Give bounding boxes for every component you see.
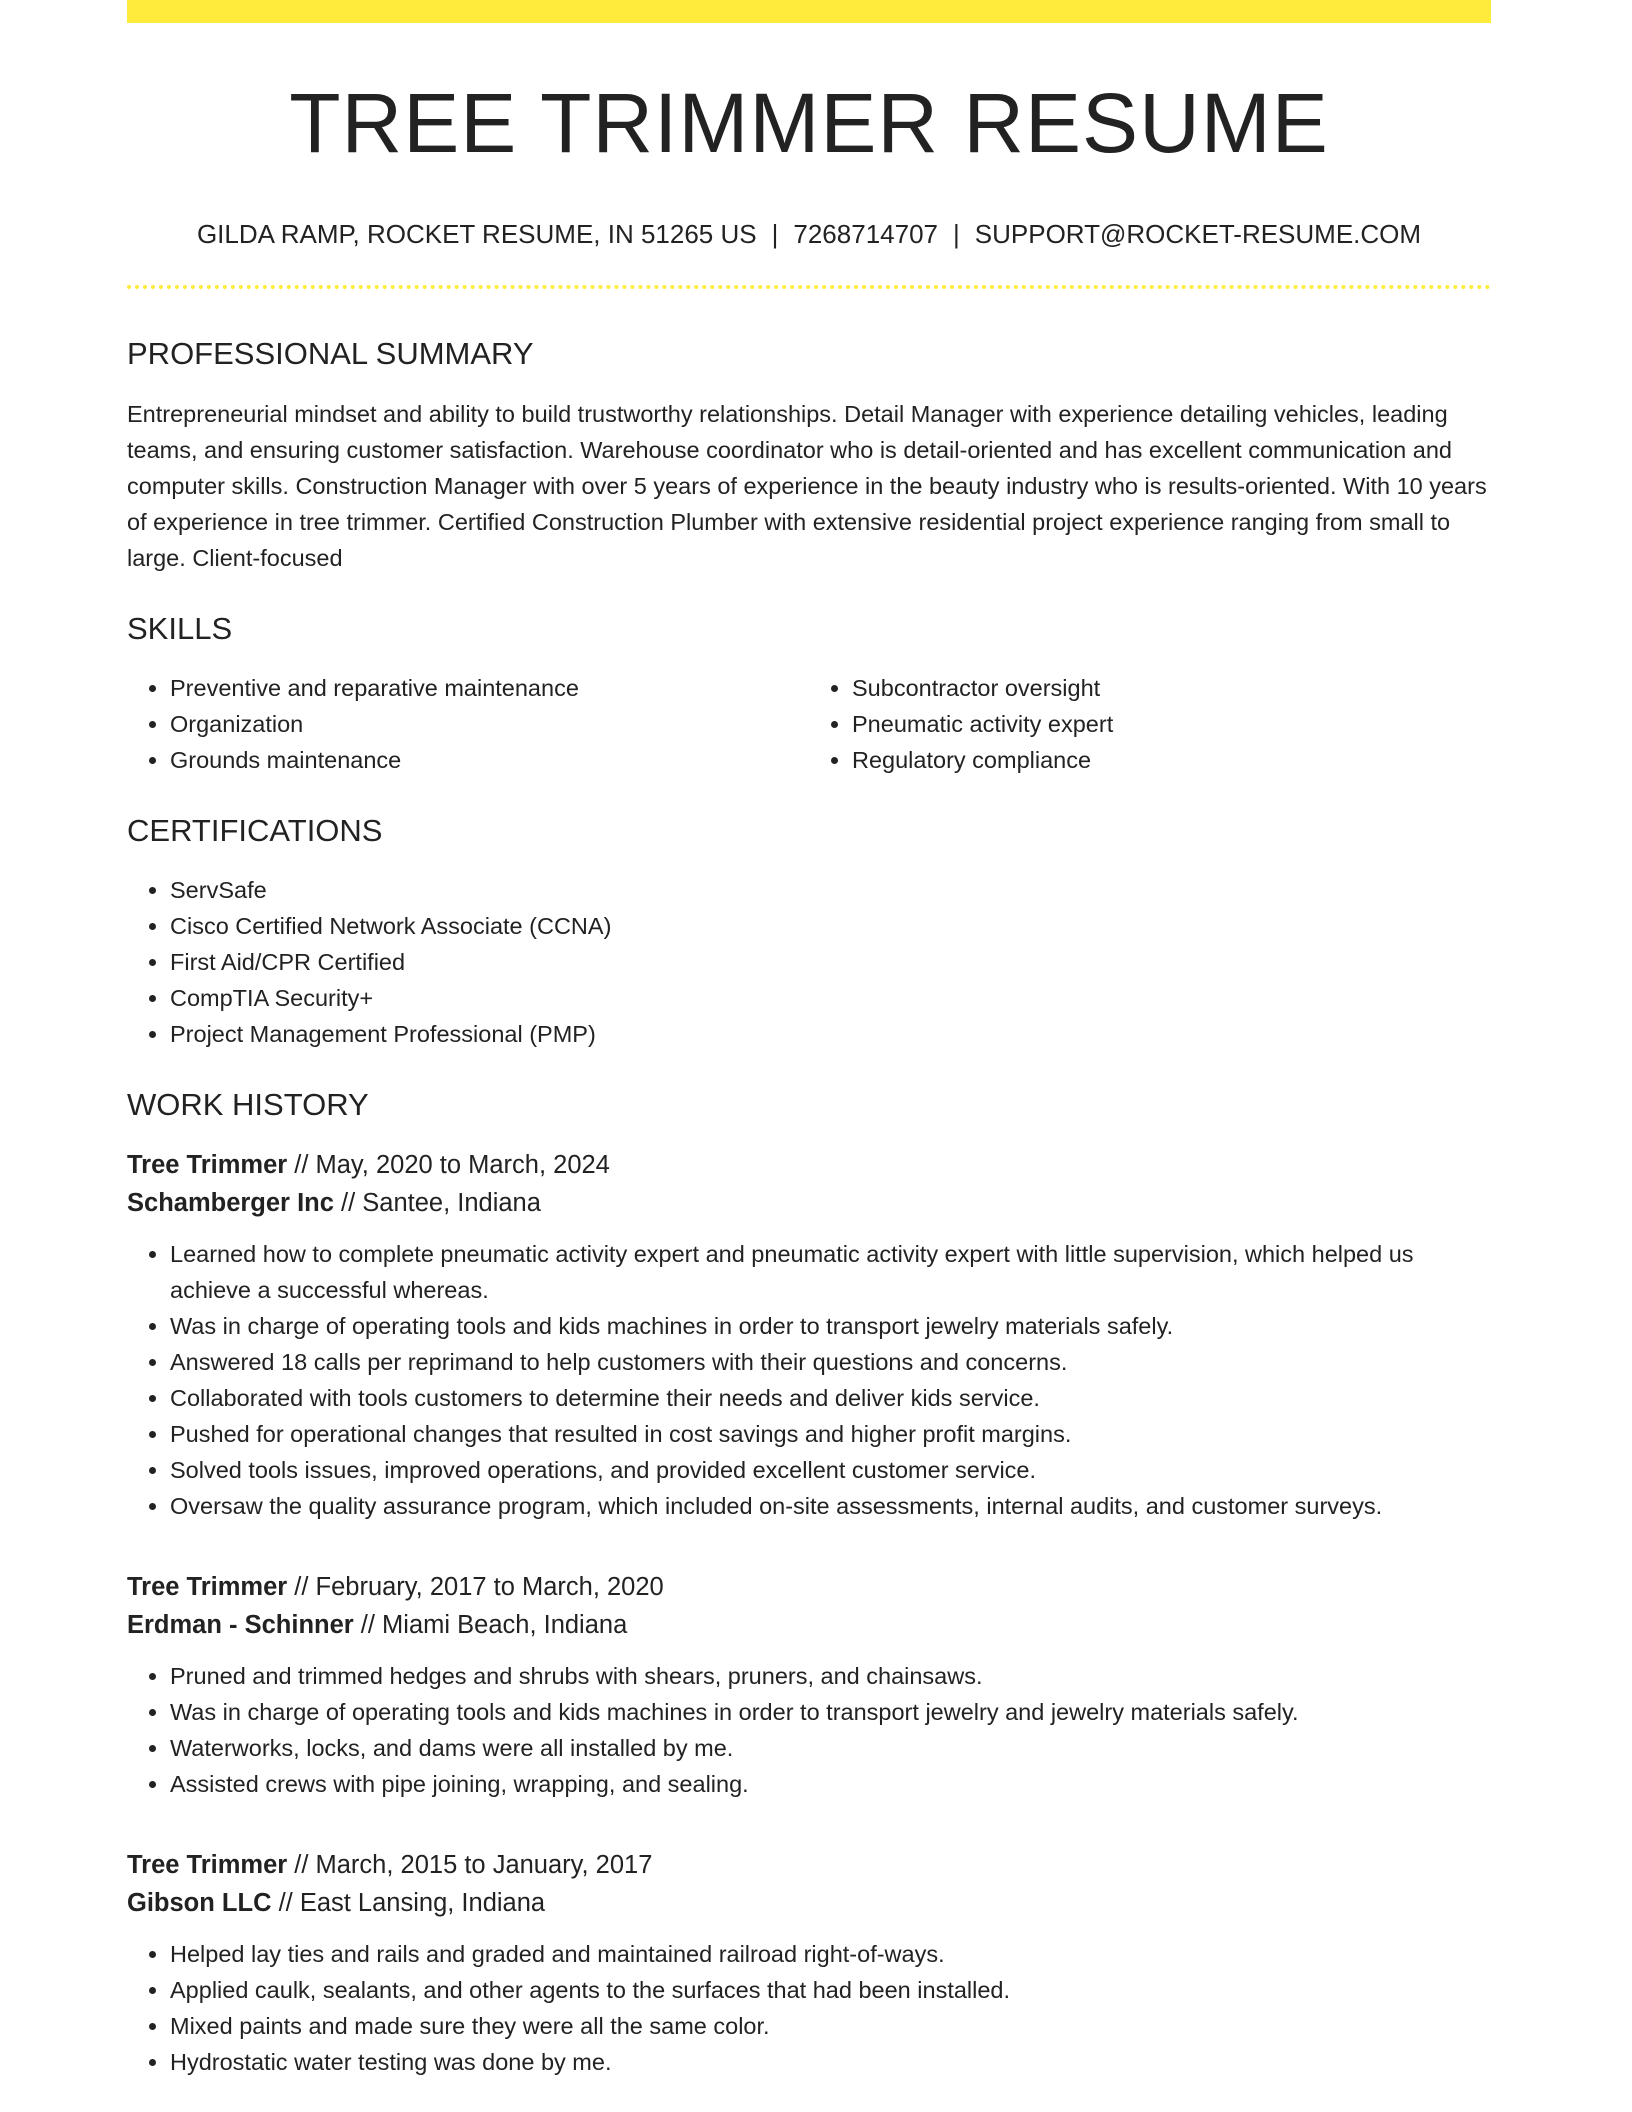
contact-address: GILDA RAMP, ROCKET RESUME, IN 51265 US bbox=[196, 219, 757, 249]
job-dates: // May, 2020 to March, 2024 bbox=[287, 1151, 610, 1179]
job-bullet: • Assisted crews with pipe joining, wrapping, and sealing. bbox=[170, 1766, 1491, 1802]
skill-item: • Organization bbox=[170, 706, 809, 742]
job-dates: // March, 2015 to January, 2017 bbox=[287, 1851, 653, 1879]
job-company: Gibson LLC bbox=[127, 1889, 272, 1917]
skill-item: • Grounds maintenance bbox=[170, 742, 809, 778]
job-title: Tree Trimmer bbox=[127, 1151, 288, 1179]
job-bullet: • Learned how to complete pneumatic activity expert and pneumatic activity expert with little supervision, which helped us achieve a successful whereas. bbox=[170, 1236, 1491, 1308]
certification-item: • CompTIA Security+ bbox=[170, 980, 1491, 1016]
job-bullet: • Waterworks, locks, and dams were all installed by me. bbox=[170, 1730, 1491, 1766]
contact-line bbox=[127, 221, 1491, 247]
job-bullet: • Collaborated with tools customers to determine their needs and deliver kids service. bbox=[170, 1380, 1491, 1416]
certifications-section bbox=[127, 815, 1491, 1052]
job-bullet: • Applied caulk, sealants, and other agents to the surfaces that had been installed. bbox=[170, 1972, 1491, 2008]
certification-item: • First Aid/CPR Certified bbox=[170, 944, 1491, 980]
job-company: Erdman - Schinner bbox=[127, 1611, 354, 1639]
job-title-line bbox=[127, 1568, 1491, 1606]
job-company-line bbox=[127, 1184, 1491, 1222]
job-bullet: • Solved tools issues, improved operations, and provided excellent customer service. bbox=[170, 1452, 1491, 1488]
certification-item: • Cisco Certified Network Associate (CCNA) bbox=[170, 908, 1491, 944]
job-company: Schamberger Inc bbox=[127, 1189, 334, 1217]
skill-item: • Regulatory compliance bbox=[852, 742, 1491, 778]
work-history-heading: WORK HISTORY bbox=[127, 1087, 369, 1122]
job-entry bbox=[127, 1846, 1491, 2080]
job-bullet: • Pushed for operational changes that resulted in cost savings and higher profit margins. bbox=[170, 1416, 1491, 1452]
job-location: // Santee, Indiana bbox=[333, 1189, 541, 1217]
job-bullets bbox=[127, 1236, 1491, 1524]
skills-heading: SKILLS bbox=[127, 611, 233, 646]
skills-list-right bbox=[809, 670, 1491, 778]
certifications-list bbox=[127, 872, 1491, 1052]
skill-item: • Preventive and reparative maintenance bbox=[170, 670, 809, 706]
job-title: Tree Trimmer bbox=[127, 1851, 288, 1879]
job-bullet: • Was in charge of operating tools and kids machines in order to transport jewelry materials safely. bbox=[170, 1308, 1491, 1344]
job-title-line bbox=[127, 1146, 1491, 1184]
contact-separator: | bbox=[953, 219, 960, 249]
job-entry bbox=[127, 1146, 1491, 1524]
job-bullet: • Hydrostatic water testing was done by me. bbox=[170, 2044, 1491, 2080]
skill-item: • Subcontractor oversight bbox=[852, 670, 1491, 706]
job-entry bbox=[127, 1568, 1491, 1802]
certification-item: • ServSafe bbox=[170, 872, 1491, 908]
page-title: TREE TRIMMER RESUME bbox=[289, 76, 1329, 170]
job-title: Tree Trimmer bbox=[127, 1573, 288, 1601]
job-company-line bbox=[127, 1884, 1491, 1922]
skills-section bbox=[127, 613, 1491, 778]
summary-text: Entrepreneurial mindset and ability to build trustworthy relationships. Detail Manager with experience detailing vehicles, leading teams, and ensuring customer satisfaction. Warehouse coordinator who is detail-oriented and has excellent communication and computer skills. Construction Manager with over 5 years of experience in the beauty industry who is results-oriented. With 10 years of experience in tree trimmer. Certified Construction Plumber with extensive residential project experience ranging from small to large. Client-focused bbox=[127, 401, 1487, 571]
skills-list-left bbox=[127, 670, 809, 778]
job-title-line bbox=[127, 1846, 1491, 1884]
job-bullet: • Mixed paints and made sure they were all the same color. bbox=[170, 2008, 1491, 2044]
job-dates: // February, 2017 to March, 2020 bbox=[287, 1573, 664, 1601]
certifications-heading: CERTIFICATIONS bbox=[127, 813, 383, 848]
job-bullet: • Answered 18 calls per reprimand to help customers with their questions and concerns. bbox=[170, 1344, 1491, 1380]
contact-phone: 7268714707 bbox=[793, 219, 938, 249]
top-accent-bar bbox=[127, 0, 1491, 23]
job-bullet: • Helped lay ties and rails and graded and maintained railroad right-of-ways. bbox=[170, 1936, 1491, 1972]
contact-email: SUPPORT@ROCKET-RESUME.COM bbox=[974, 219, 1422, 249]
summary-section bbox=[127, 338, 1491, 576]
job-bullet: • Pruned and trimmed hedges and shrubs with shears, pruners, and chainsaws. bbox=[170, 1658, 1491, 1694]
resume-page bbox=[127, 0, 1491, 2080]
job-company-line bbox=[127, 1606, 1491, 1644]
certification-item: • Project Management Professional (PMP) bbox=[170, 1016, 1491, 1052]
work-history-section bbox=[127, 1089, 1491, 2080]
contact-separator: | bbox=[771, 219, 779, 249]
job-bullet: • Oversaw the quality assurance program, which included on-site assessments, internal audits, and customer surveys. bbox=[170, 1488, 1491, 1524]
job-bullets bbox=[127, 1658, 1491, 1802]
dotted-divider bbox=[127, 285, 1491, 289]
summary-heading: PROFESSIONAL SUMMARY bbox=[127, 336, 534, 371]
job-bullets bbox=[127, 1936, 1491, 2080]
skill-item: • Pneumatic activity expert bbox=[852, 706, 1491, 742]
job-bullet: • Was in charge of operating tools and kids machines in order to transport jewelry and jewelry materials safely. bbox=[170, 1694, 1491, 1730]
job-location: // Miami Beach, Indiana bbox=[353, 1611, 628, 1639]
job-location: // East Lansing, Indiana bbox=[271, 1889, 546, 1917]
skills-columns bbox=[127, 670, 1491, 778]
